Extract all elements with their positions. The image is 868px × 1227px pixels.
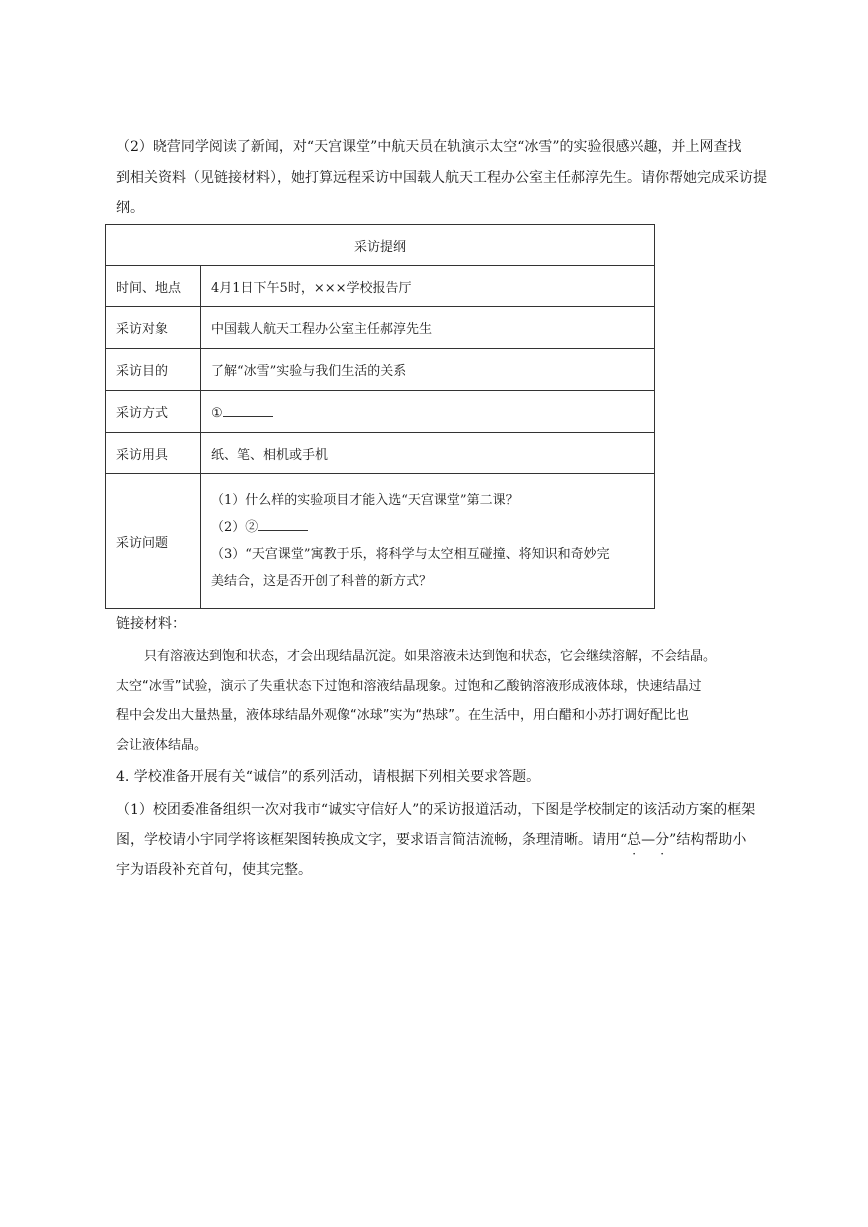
question-3-line-2: 美结合，这是否开创了科普的新方式？: [211, 574, 433, 589]
row-label-time-place: 时间、地点: [106, 266, 201, 307]
link-line-3: 程中会发出大量热量，液体球结晶外观像“冰球”实为“热球”。在生活中，用白醋和小苏打调好配比也: [116, 708, 689, 723]
intro-line-1: （2）晓营同学阅读了新闻，对“天宫课堂”中航天员在轨演示太空“冰雪”的实验很感兴趣，并上网查找: [116, 139, 742, 155]
row-label-tools: 采访用具: [106, 433, 201, 474]
q4-part1-line-2: [116, 830, 746, 850]
table-row: [106, 349, 655, 391]
question-4-title: 4. 学校准备开展有关“诚信”的系列活动，请根据下列相关要求答题。: [116, 769, 541, 785]
answer-blank-2[interactable]: [258, 516, 308, 531]
interview-outline-table: [105, 224, 655, 609]
link-line-4: 会让液体结晶。: [116, 738, 208, 753]
row-label-questions: 采访问题: [106, 474, 201, 609]
row-value-interviewee: 中国载人航天工程办公室主任郝淳先生: [201, 307, 655, 349]
table-row: [106, 474, 655, 609]
table-row: [106, 307, 655, 349]
question-3-line-1: （3）“天宫课堂”寓教于乐，将科学与太空相互碰撞、将知识和奇妙完: [211, 547, 610, 562]
row-label-interviewee: 采访对象: [106, 307, 201, 349]
row-value-tools: 纸、笔、相机或手机: [201, 433, 655, 474]
table-row: [106, 433, 655, 474]
emphasis-fen: 分: [655, 832, 670, 848]
q4-part1-line-1: （1）校团委准备组织一次对我市“诚实守信好人”的采访报道活动，下图是学校制定的该活动方案的框架: [116, 802, 756, 818]
answer-blank-1[interactable]: [223, 402, 273, 417]
row-value-time-place: 4月1日下午5时，×××学校报告厅: [201, 266, 655, 307]
emphasis-dash: —: [641, 832, 656, 848]
emphasis-zong: 总: [627, 832, 642, 848]
question-1: （1）什么样的实验项目才能入选“天宫课堂”第二课？: [211, 493, 519, 508]
row-value-method: [201, 391, 655, 433]
q4-part1-line-2-end: ”结构帮助小: [669, 832, 747, 848]
row-value-questions: [201, 474, 655, 609]
question-2-label: （2）②: [211, 520, 259, 535]
link-line-1: 只有溶液达到饱和状态，才会出现结晶沉淀。如果溶液未达到饱和状态，它会继续溶解，不会结晶。: [144, 649, 717, 664]
row-value-purpose: 了解“冰雪”实验与我们生活的关系: [201, 349, 655, 391]
row-label-purpose: 采访目的: [106, 349, 201, 391]
table-row: [106, 266, 655, 307]
link-line-2: 太空“冰雪”试验，演示了失重状态下过饱和溶液结晶现象。过饱和乙酸钠溶液形成液体球，快速结晶过: [116, 679, 702, 694]
table-row: [106, 391, 655, 433]
table-title: 采访提纲: [106, 225, 655, 266]
question-2: [211, 514, 644, 541]
link-heading: 链接材料：: [116, 616, 186, 632]
q4-part1-line-3: 宇为语段补充首句，使其完整。: [116, 862, 312, 878]
q4-part1-line-2-text: 图，学校请小宇同学将该框架图转换成文字，要求语言简洁流畅，条理清晰。请用“: [116, 832, 628, 848]
intro-line-2: 到相关资料（见链接材料），她打算远程采访中国载人航天工程办公室主任郝淳先生。请你帮她完成采访提: [116, 170, 767, 186]
intro-line-3: 纲。: [116, 200, 144, 216]
blank-marker-1: ①: [211, 406, 223, 421]
row-label-method: 采访方式: [106, 391, 201, 433]
